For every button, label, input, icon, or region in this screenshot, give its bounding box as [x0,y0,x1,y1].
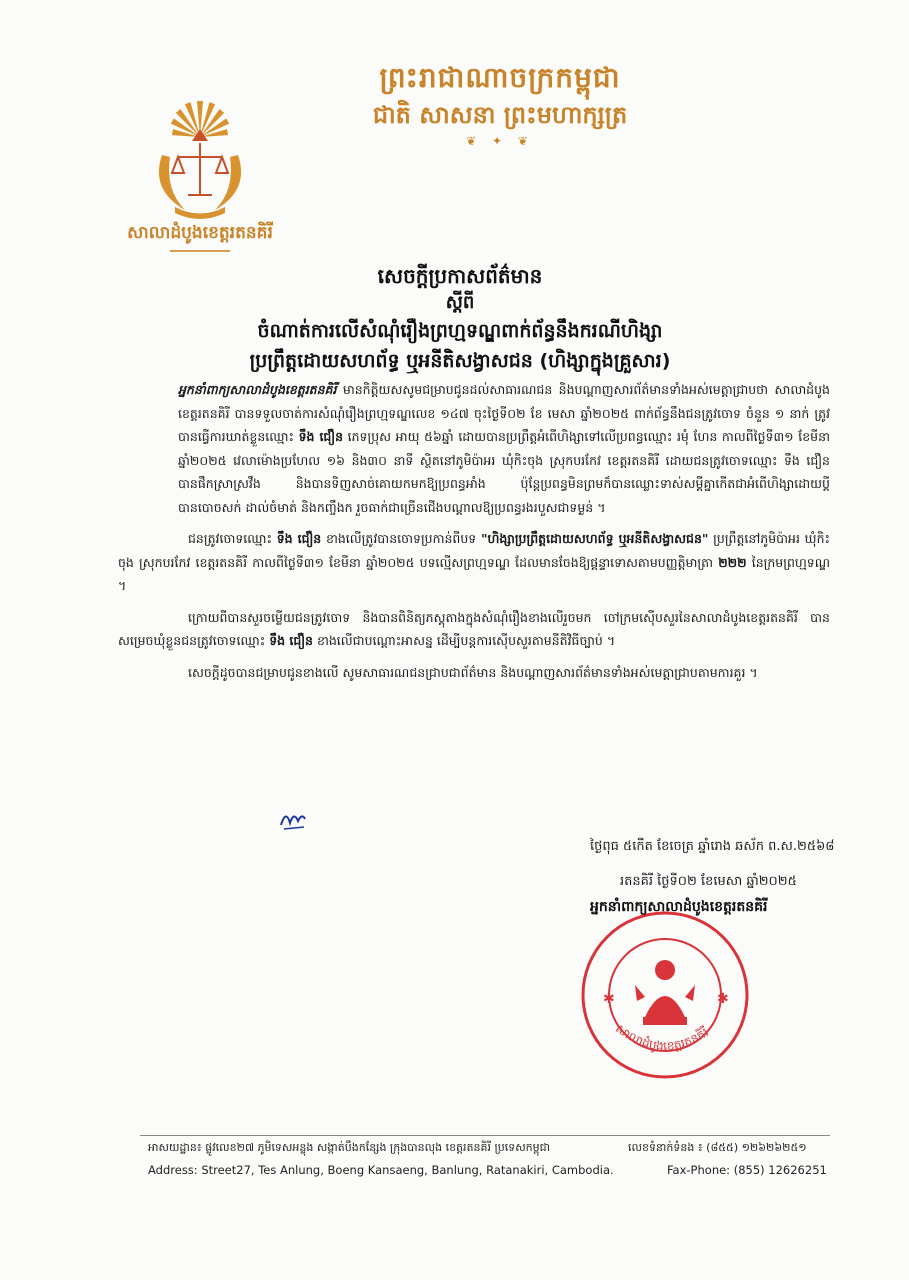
accused-name: ទឹង ជឿន [269,633,313,648]
fax-khmer: លេខទំនាក់ទំនង ៖ (៨៥៥) ១២៦២៦២៥១ [628,1141,807,1154]
svg-text:សាលាដំបូងខេត្តរតនគិរី [613,1021,711,1053]
kingdom-motto: ជាតិ សាសនា ព្រះមហាក្សត្រ [372,101,628,129]
article-number: ២២២ [718,554,747,570]
seal-text: សាលាដំបូងខេត្តរតនគិរី [613,1021,712,1054]
issue-date: រតនគិរី ថ្ងៃទី០២ ខែមេសា ឆ្នាំ២០២៥ [620,874,797,889]
footer-divider [140,1135,830,1136]
document-body [118,378,830,692]
address-khmer: អាសយដ្ឋាន៖ ផ្លូវលេខ២៧ ភូមិទេសអន្លុង សង្កាត់បឹងកន្សែង ក្រុងបានលុង ខេត្តរតនគិរី ប្រទេសកម្ពុជា [148,1141,551,1154]
paragraph-1: អ្នកនាំពាក្យសាលាដំបូងខេត្តរតនគិរី មានកិត្តិយសសូមជម្រាបជូនដល់សាធារណជន និងបណ្តាញសារព័ត៌មានទាំងអស់មេត្តាជ្រាបថា សាលាដំបូងខេត្តរតនគិរី បានទទួលចាត់ការសំណុំរឿងព្រហ្មទណ្ឌលេខ ១៤៧ ចុះថ្ងៃទី០២ ខែ មេសា ឆ្នាំ២០២៥ ពាក់ព័ន្ធនឹងជនត្រូវចោទ ចំនួន ១ នាក់ ត្រូវបានធ្វើការឃាត់ខ្លួនឈ្មោះ ទឹង ជឿន ភេទប្រុស អាយុ ៥៦ឆ្នាំ ដោយបានប្រព្រឹត្តអំពើហិង្សាទៅលើប្រពន្ធឈ្មោះ រម៉ំ ហែន កាលពីថ្ងៃទី៣១ ខែមីនា ឆ្នាំ២០២៥ វេលាម៉ោងប្រហែល ១៦ និង៣០ នាទី ស្ថិតនៅភូមិប៉ាអរ ឃុំកិះចុង ស្រុកបរកែវ ខេត្តរតនគិរី ដោយជនត្រូវចោទឈ្មោះ ទឹង ជឿន បានផឹកស្រាស្រវឹង និងបានទិញសាច់គោយកមកឱ្យប្រពន្ធអាំង ប៉ុន្តែប្រពន្ធមិនព្រមក៏បានឈ្លោះទាស់សម្តីគ្នាកើតជាអំពើហិង្សាដោយប្តីបានបោចសក់ ដាល់ចំមាត់ និងកញ្ចឹងក រួចធាក់ជាច្រើនជើងបណ្តាលឱ្យប្រពន្ធរងរបួសជាទម្ងន់ ។ [178,382,830,515]
fax-english: Fax-Phone: (855) 12626251 [667,1163,827,1177]
title-subject-2: ប្រព្រឹត្តដោយសហព័ទ្ធ ឬអនីតិសង្វាសជន (ហិង្សាក្នុងគ្រួសារ) [249,350,671,372]
signer-title: អ្នកនាំពាក្យសាលាដំបូងខេត្តរតនគិរី [590,899,768,915]
accused-name: ទឹង ជឿន [298,429,344,444]
court-emblem-icon [140,95,260,225]
title-press-release: សេចក្តីប្រកាសព័ត៌មាន [377,264,543,288]
court-name: សាលាដំបូងខេត្តរតនគិរី [127,223,273,243]
initial-signature-icon [278,805,308,833]
paragraph-3: ក្រោយពីបានសួរចម្លើយជនត្រូវចោទ និងបានពិនិត្យភស្តុតាងក្នុងសំណុំរឿងខាងលើរួចមក ចៅក្រមស៊ើបសួរនៃសាលាដំបូងខេត្តរតនគិរី បានសម្រេចឃុំខ្លួនជនត្រូវចោទឈ្មោះ ទឹង ជឿន ខាងលើជាបណ្តោះអាសន្ន ដើម្បីបន្តការស៊ើបសួរតាមនីតិវិធីច្បាប់ ។ [118,609,830,648]
paragraph-2: ជនត្រូវចោទឈ្មោះ ទឹង ជឿន ខាងលើត្រូវបានចោទប្រកាន់ពីបទ "ហិង្សាប្រព្រឹត្តដោយសហព័ទ្ធ ឬអនីតិសង្វាសជន" ប្រព្រឹត្តនៅភូមិប៉ាអរ ឃុំកិះចុង ស្រុកបរកែវ ខេត្តរតនគិរី កាលពីថ្ងៃទី៣១ ខែមីនា ឆ្នាំ២០២៥ បទល្មើសព្រហ្មទណ្ឌ ដែលមានចែងឱ្យផ្តន្ទាទោសតាមបញ្ញត្តិមាត្រា ២២២ នៃក្រមព្រហ្មទណ្ឌ ។ [118,531,831,593]
svg-text:✱: ✱ [603,991,615,1007]
title-subject-1: ចំណាត់ការលើសំណុំរឿងព្រហ្មទណ្ឌពាក់ព័ន្ធនឹងករណីហិង្សា [257,320,663,342]
kingdom-header [330,58,670,148]
charge: "ហិង្សាប្រព្រឹត្តដោយសហព័ទ្ធ ឬអនីតិសង្វាសជន" [480,531,709,546]
ornament-divider: ❦ ✦ ❦ [466,134,534,148]
paragraph-4: សេចក្តីដូចបានជម្រាបជូនខាងលើ សូមសាធារណជនជ្រាបជាព័ត៌មាន និងបណ្តាញសារព័ត៌មានទាំងអស់មេត្តាជ្រាបតាមការគួរ ។ [188,664,758,680]
lunar-date: ថ្ងៃពុធ ៥កើត ខែចេត្រ ឆ្នាំរោង ឆស័ក ព.ស.២៥៦៨ [590,839,835,854]
kingdom-title: ព្រះរាជាណាចក្រកម្ពុជា [379,61,621,94]
accused-name: ទឹង ជឿន [276,531,322,546]
address-english: Address: Street27, Tes Anlung, Boeng Kansaeng, Banlung, Ratanakiri, Cambodia. [148,1163,614,1177]
document-title [180,262,740,376]
spokesperson-lead: អ្នកនាំពាក្យសាលាដំបូងខេត្តរតនគិរី [178,382,337,397]
svg-text:✱: ✱ [717,991,729,1007]
title-regarding: ស្តីពី [445,292,475,313]
official-seal-icon [575,905,755,1085]
court-divider [170,250,230,252]
